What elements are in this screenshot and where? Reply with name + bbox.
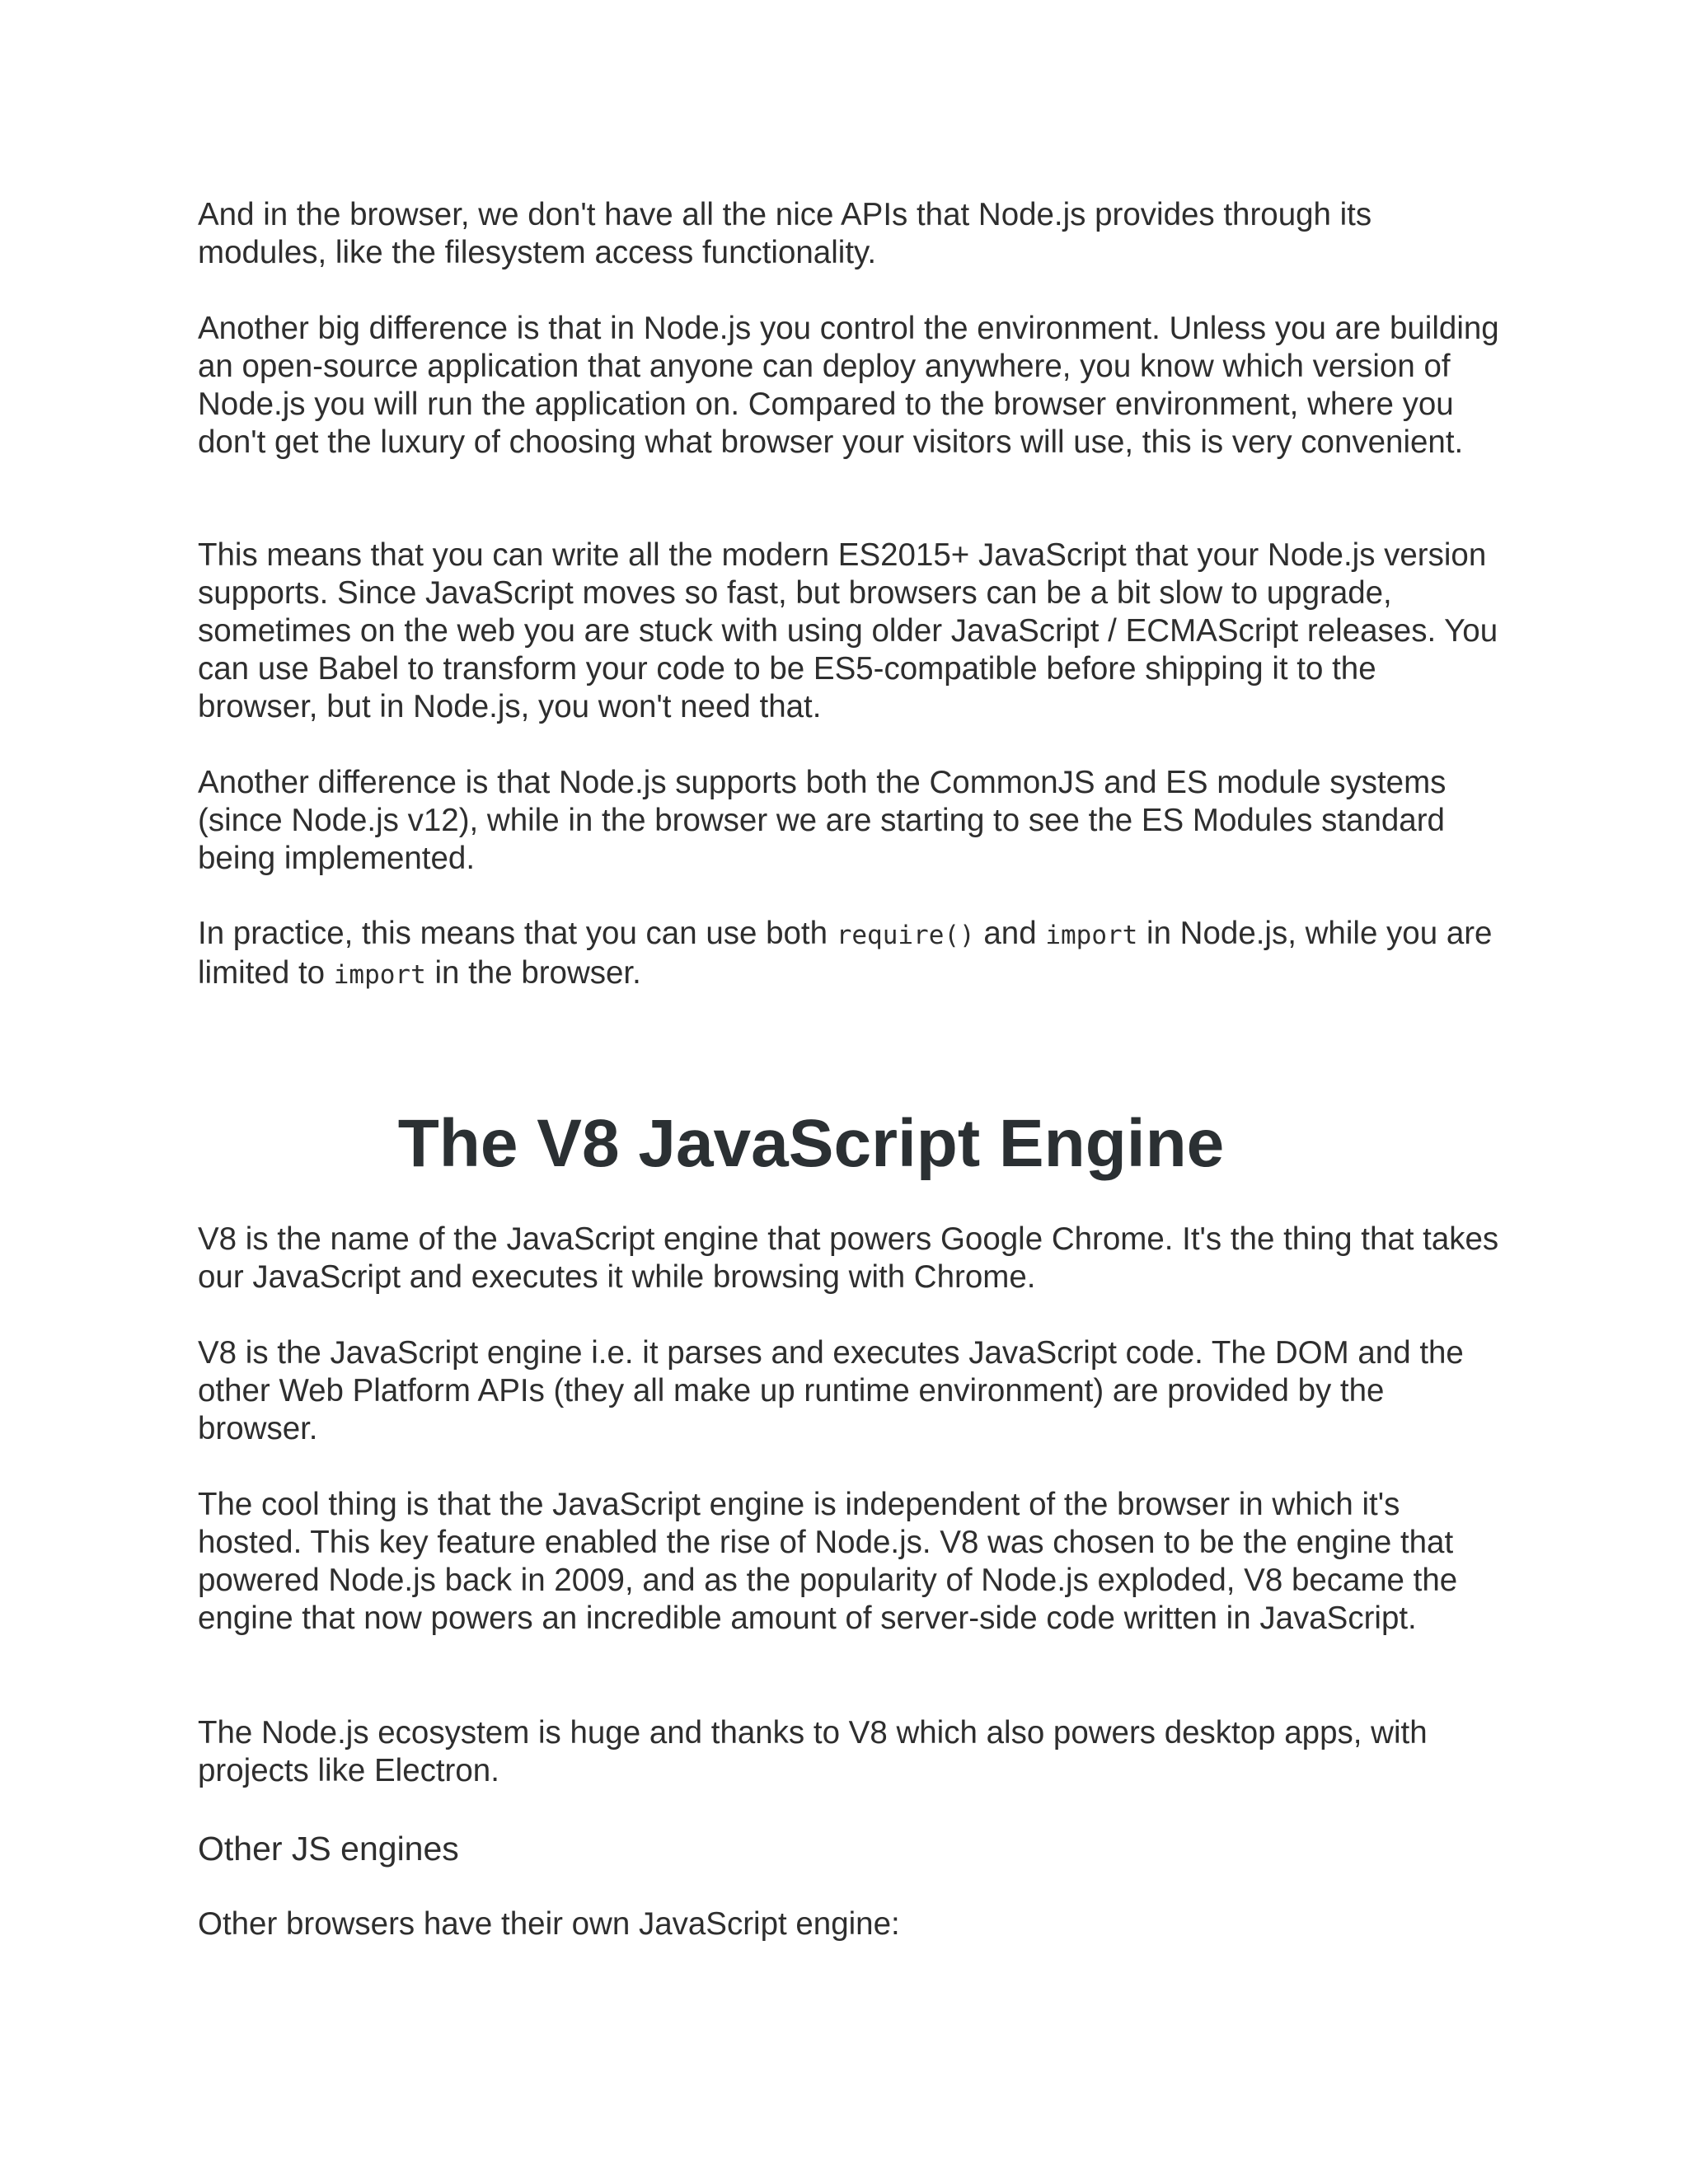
paragraph-other-browsers: Other browsers have their own JavaScript engine: [198, 1906, 900, 1942]
paragraph-text-segment: and [974, 916, 1046, 951]
paragraph-module-systems: Another difference is that Node.js supports both the CommonJS and ES module systems (since Node.js v12), while in the browser we are starting to see the ES Modules standard being implemented. [198, 765, 1447, 876]
paragraph-text-segment: In practice, this means that you can use both [198, 916, 837, 951]
paragraph-require-import [198, 915, 1500, 994]
paragraph-v8-intro: V8 is the name of the JavaScript engine that powers Google Chrome. It's the thing that takes our JavaScript and executes it while browsing with Chrome. [198, 1221, 1499, 1295]
paragraph-modern-javascript: This means that you can write all the modern ES2015+ JavaScript that your Node.js version supports. Since JavaScript moves so fast, but browsers can be a bit slow to upgrade, sometimes on the web you are stuck with using older JavaScript / ECMAScript releases. You can use Babel to transform your code to be ES5-compatible before shipping it to the browser, but in Node.js, you won't need that. [198, 537, 1498, 724]
paragraph-nodejs-ecosystem: The Node.js ecosystem is huge and thanks to V8 which also powers desktop apps, with projects like Electron. [198, 1715, 1428, 1788]
subheading-other-engines: Other JS engines [198, 1830, 459, 1868]
paragraph-browser-apis: And in the browser, we don't have all the nice APIs that Node.js provides through its modules, like the filesystem access functionality. [198, 197, 1372, 270]
inline-code-import: import [1045, 921, 1138, 950]
paragraph-v8-independent: The cool thing is that the JavaScript engine is independent of the browser in which it's hosted. This key feature enabled the rise of Node.js. V8 was chosen to be the engine that powered Node.js back in 2009, and as the popularity of Node.js exploded, V8 became the engine that now powers an incredible amount of server-side code written in JavaScript. [198, 1487, 1458, 1636]
paragraph-control-environment: Another big difference is that in Node.js you control the environment. Unless you are building an open-source application that anyone can deploy anywhere, you know which version of Node.js you will run the application on. Compared to the browser environment, where you don't get the luxury of choosing what browser your visitors will use, this is very convenient. [198, 311, 1499, 460]
inline-code-import-browser: import [333, 960, 426, 990]
section-heading-v8: The V8 JavaScript Engine [397, 1106, 1225, 1181]
paragraph-text-segment: in the browser. [425, 955, 641, 991]
inline-code-require: require() [836, 921, 975, 950]
paragraph-v8-engine: V8 is the JavaScript engine i.e. it parses and executes JavaScript code. The DOM and the other Web Platform APIs (they all make up runtime environment) are provided by the browser. [198, 1335, 1464, 1446]
paragraph-text-segment: in Node.js, while you are limited to [198, 916, 1493, 991]
